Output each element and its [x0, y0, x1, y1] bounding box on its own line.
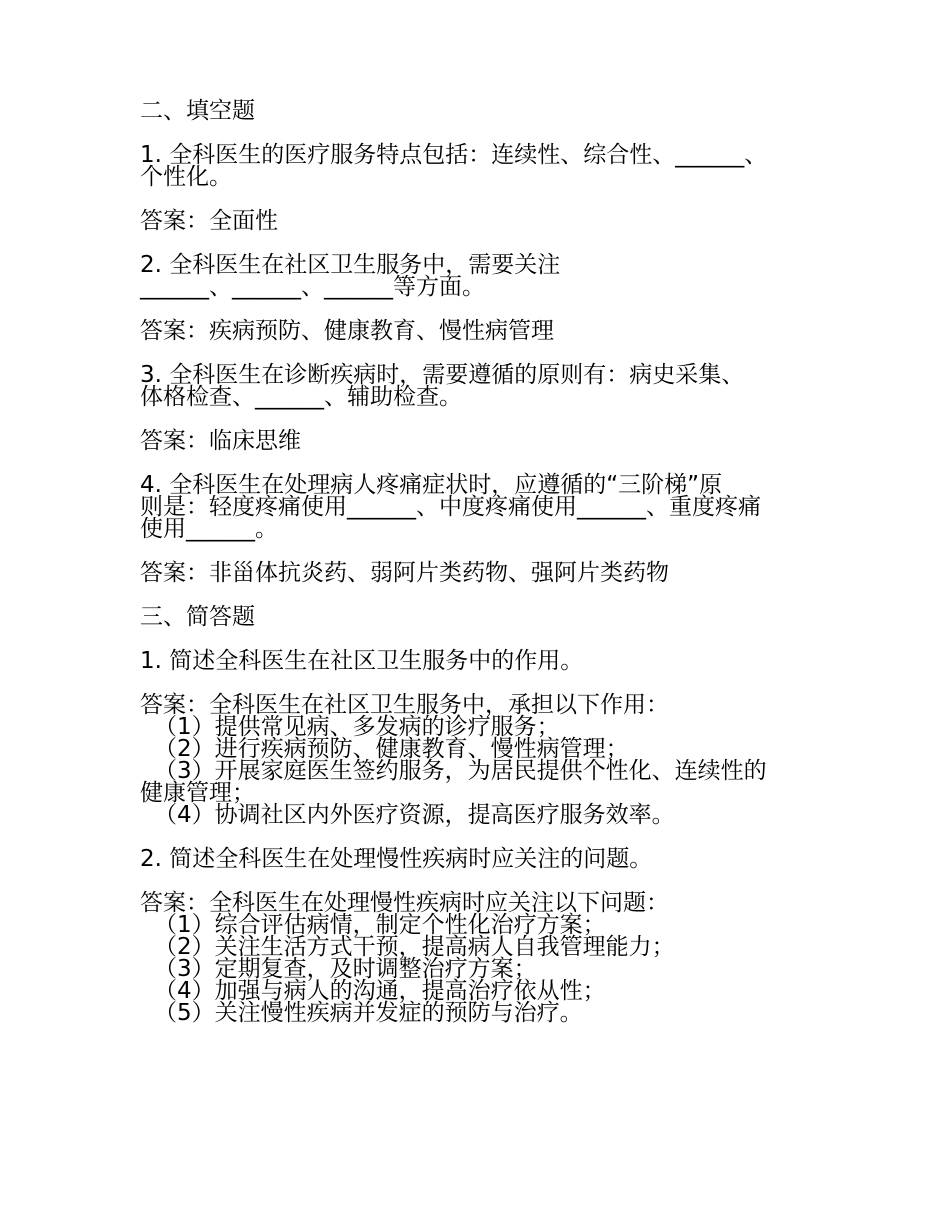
answer-line: 答案：非甾体抗炎药、弱阿片类药物、强阿片类药物 — [140, 560, 669, 586]
answer-item: （3）定期复查，及时调整治疗方案； — [154, 956, 537, 982]
heading-text: 二、填空题 — [140, 98, 255, 124]
answer-line: 答案：临床思维 — [140, 428, 301, 454]
short-question-2 — [140, 848, 810, 870]
question-line: 个性化。 — [140, 164, 232, 190]
section-heading-short-answer — [140, 606, 810, 628]
answer-1 — [140, 210, 810, 232]
answer-item: （2）关注生活方式干预，提高病人自我管理能力； — [154, 934, 675, 960]
short-question-1 — [140, 650, 810, 672]
answer-3 — [140, 430, 810, 452]
question-line: 4. 全科医生在处理病人疼痛症状时，应遵循的“三阶梯”原 — [140, 472, 723, 498]
answer-item-continued: 健康管理； — [140, 780, 255, 806]
document-page — [140, 100, 810, 1046]
answer-4 — [140, 562, 810, 584]
answer-2 — [140, 320, 810, 342]
question-3 — [140, 364, 810, 408]
answer-item: （5）关注慢性疾病并发症的预防与治疗。 — [154, 1000, 583, 1026]
question-line: ______、______、______等方面。 — [140, 274, 485, 300]
answer-line: 答案：全面性 — [140, 208, 278, 234]
question-line: 则是：轻度疼痛使用______、中度疼痛使用______、重度疼痛 — [140, 494, 761, 520]
section-heading-fill-blank — [140, 100, 810, 122]
heading-text: 三、简答题 — [140, 604, 255, 630]
answer-item: （4）加强与病人的沟通，提高治疗依从性； — [154, 978, 606, 1004]
answer-item: （1）提供常见病、多发病的诊疗服务； — [154, 714, 560, 740]
short-answer-2 — [140, 892, 810, 1024]
question-2 — [140, 254, 810, 298]
answer-line: 答案：疾病预防、健康教育、慢性病管理 — [140, 318, 554, 344]
question-line: 1. 全科医生的医疗服务特点包括：连续性、综合性、______、 — [140, 142, 768, 168]
answer-intro: 答案：全科医生在社区卫生服务中，承担以下作用： — [140, 692, 669, 718]
question-line: 2. 简述全科医生在处理慢性疾病时应关注的问题。 — [140, 846, 653, 872]
answer-item: （1）综合评估病情，制定个性化治疗方案； — [154, 912, 606, 938]
question-line: 使用______。 — [140, 516, 278, 542]
question-1 — [140, 144, 810, 188]
question-line: 2. 全科医生在社区卫生服务中，需要关注 — [140, 252, 561, 278]
answer-intro: 答案：全科医生在处理慢性疾病时应关注以下问题： — [140, 890, 669, 916]
question-line: 3. 全科医生在诊断疾病时，需要遵循的原则有：病史采集、 — [140, 362, 745, 388]
question-line: 体格检查、______、辅助检查。 — [140, 384, 462, 410]
question-4 — [140, 474, 810, 540]
answer-item: （3）开展家庭医生签约服务，为居民提供个性化、连续性的 — [154, 758, 767, 784]
question-line: 1. 简述全科医生在社区卫生服务中的作用。 — [140, 648, 584, 674]
answer-item: （2）进行疾病预防、健康教育、慢性病管理； — [154, 736, 629, 762]
short-answer-1 — [140, 694, 810, 826]
answer-item: （4）协调社区内外医疗资源，提高医疗服务效率。 — [154, 802, 675, 828]
